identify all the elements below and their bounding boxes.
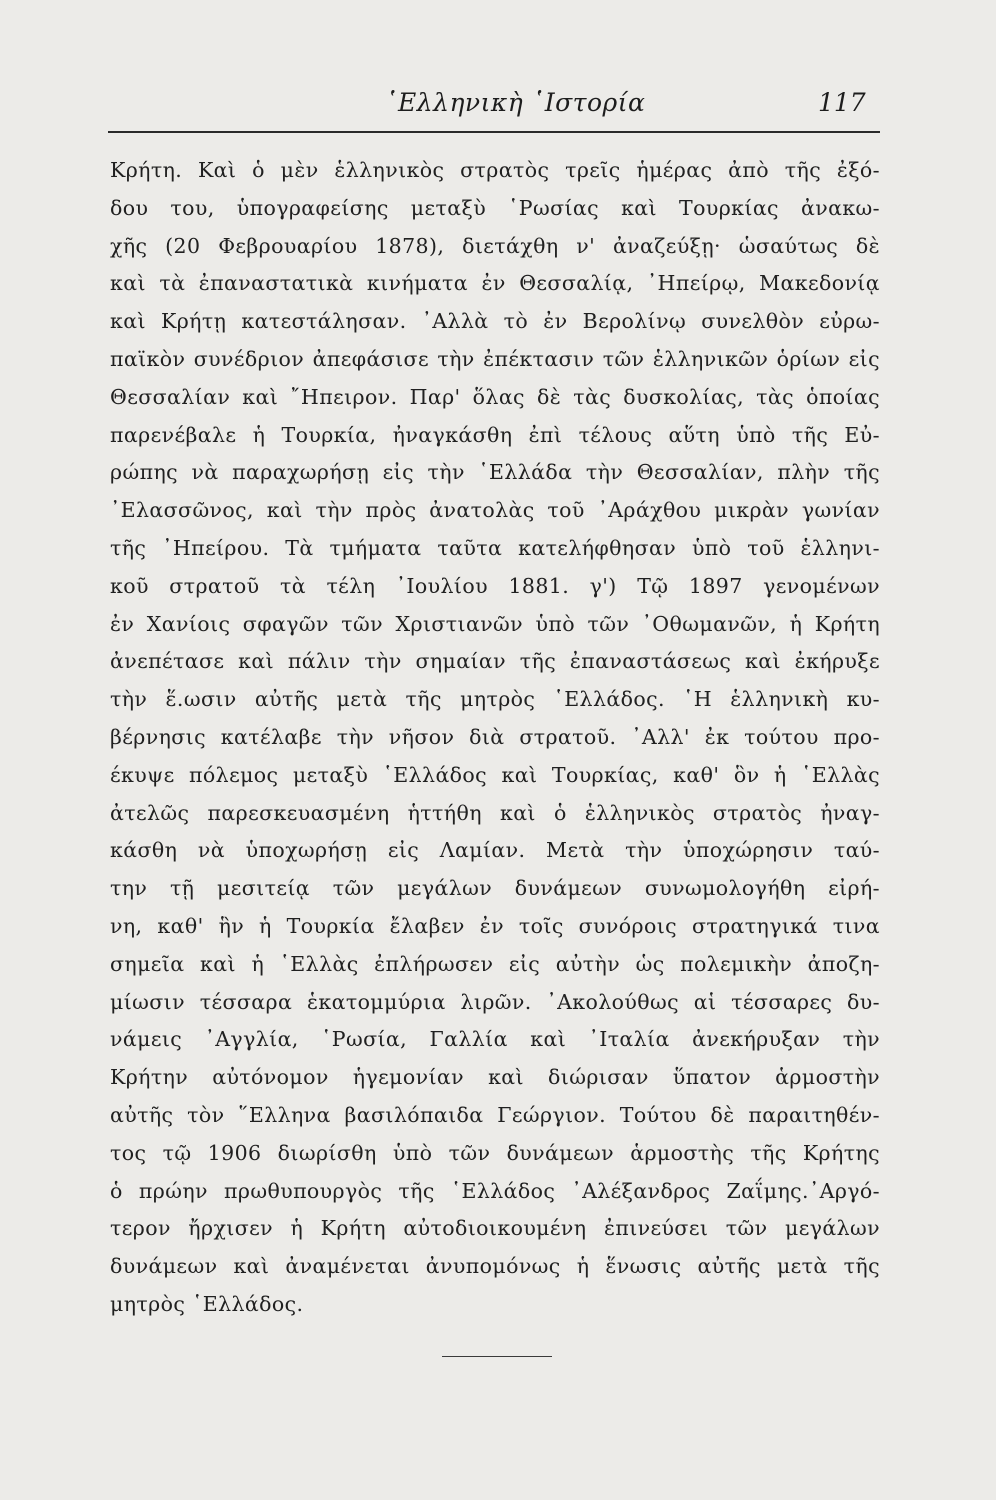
text-line: νη, καθ' ἣν ἡ Τουρκία ἔλαβεν ἐν τοῖς συνόροις στρατηγικά τινα	[110, 913, 880, 938]
text-line: ᾿Ελασσῶνος, καὶ τὴν πρὸς ἀνατολὰς τοῦ ᾿Αράχθου μικρὰν γωνίαν	[110, 498, 880, 523]
running-title: ῾Ελληνικὴ ῾Ιστορία	[385, 88, 646, 117]
text-line: αὐτῆς τὸν ῞Ελληνα βασιλόπαιδα Γεώργιον. Τούτου δὲ παραιτηθέν-	[110, 1102, 880, 1127]
text-line: ἐν Χανίοις σφαγῶν τῶν Χριστιανῶν ὑπὸ τῶν ᾿Οθωμανῶν, ἡ Κρήτη	[110, 611, 880, 636]
text-line: την τῇ μεσιτείᾳ τῶν μεγάλων δυνάμεων συνωμολογήθη εἰρή-	[110, 876, 880, 901]
text-line: κοῦ στρατοῦ τὰ τέλη ᾿Ιουλίου 1881. γ') Τῷ 1897 γενομένων	[110, 573, 880, 598]
text-line: ρώπης νὰ παραχωρήσῃ εἰς τὴν ῾Ελλάδα τὴν Θεσσαλίαν, πλὴν τῆς	[110, 460, 880, 485]
end-rule	[442, 1356, 552, 1357]
text-line: μητρὸς ῾Ελλάδος.	[110, 1291, 304, 1316]
text-line: τερον ἤρχισεν ἡ Κρήτη αὐτοδιοικουμένη ἐπινεύσει τῶν μεγάλων	[110, 1216, 880, 1241]
text-line: καὶ τὰ ἐπαναστατικὰ κινήματα ἐν Θεσσαλίᾳ, ᾿Ηπείρῳ, Μακεδονίᾳ	[110, 271, 880, 296]
text-line: τῆς ᾿Ηπείρου. Τὰ τμήματα ταῦτα κατελήφθησαν ὑπὸ τοῦ ἑλληνι-	[110, 535, 880, 560]
text-line: τὴν ἕ.ωσιν αὐτῆς μετὰ τῆς μητρὸς ῾Ελλάδος. ῾Η ἑλληνικὴ κυ-	[110, 687, 880, 712]
text-line: μίωσιν τέσσαρα ἑκατομμύρια λιρῶν. ᾿Ακολούθως αἱ τέσσαρες δυ-	[110, 989, 880, 1014]
text-line: παϊκὸν συνέδριον ἀπεφάσισε τὴν ἐπέκτασιν τῶν ἑλληνικῶν ὁρίων εἰς	[110, 346, 880, 371]
text-line: δου του, ὑπογραφείσης μεταξὺ ῾Ρωσίας καὶ Τουρκίας ἀνακω-	[110, 195, 880, 220]
text-line: Κρήτη. Καὶ ὁ μὲν ἑλληνικὸς στρατὸς τρεῖς ἡμέρας ἀπὸ τῆς ἐξό-	[110, 158, 880, 182]
text-line: βέρνησις κατέλαβε τὴν νῆσον διὰ στρατοῦ. ᾿Αλλ' ἐκ τούτου προ-	[110, 724, 880, 749]
text-line: δυνάμεων καὶ ἀναμένεται ἀνυπομόνως ἡ ἕνωσις αὐτῆς μετὰ τῆς	[110, 1254, 880, 1279]
header-rule	[108, 131, 880, 133]
page-header	[0, 88, 996, 128]
page-number: 117	[818, 88, 866, 117]
text-line: χῆς (20 Φεβρουαρίου 1878), διετάχθη ν' ἀναζεύξῃ· ὡσαύτως δὲ	[110, 233, 880, 258]
text-line: Θεσσαλίαν καὶ ῎Ηπειρον. Παρ' ὅλας δὲ τὰς δυσκολίας, τὰς ὁποίας	[110, 384, 880, 409]
text-line: τος τῷ 1906 διωρίσθη ὑπὸ τῶν δυνάμεων ἁρμοστὴς τῆς Κρήτης	[110, 1140, 880, 1165]
text-line: ἀτελῶς παρεσκευασμένη ἡττήθη καὶ ὁ ἑλληνικὸς στρατὸς ἠναγ-	[110, 800, 880, 825]
text-line: Κρήτην αὐτόνομον ἡγεμονίαν καὶ διώρισαν ὕπατον ἁρμοστὴν	[110, 1065, 880, 1090]
text-line: ὁ πρώην πρωθυπουργὸς τῆς ῾Ελλάδος ᾿Αλέξανδρος Ζαΐμης.᾿Αργό-	[110, 1178, 880, 1203]
text-line: έκυψε πόλεμος μεταξὺ ῾Ελλάδος καὶ Τουρκίας, καθ' ὃν ἡ ῾Ελλὰς	[110, 762, 880, 787]
text-line: κάσθη νὰ ὑποχωρήσῃ εἰς Λαμίαν. Μετὰ τὴν ὑποχώρησιν ταύ-	[110, 838, 880, 863]
text-line: παρενέβαλε ἡ Τουρκία, ἠναγκάσθη ἐπὶ τέλους αὕτη ὑπὸ τῆς Εὐ-	[110, 422, 880, 447]
text-line: ἀνεπέτασε καὶ πάλιν τὴν σημαίαν τῆς ἐπαναστάσεως καὶ ἐκήρυξε	[110, 649, 880, 674]
text-line: καὶ Κρήτῃ κατεστάλησαν. ᾿Αλλὰ τὸ ἐν Βερολίνῳ συνελθὸν εὐρω-	[110, 309, 880, 334]
text-line: νάμεις ᾿Αγγλία, ῾Ρωσία, Γαλλία καὶ ᾿Ιταλία ἀνεκήρυξαν τὴν	[110, 1027, 880, 1052]
text-line: σημεῖα καὶ ἡ ῾Ελλὰς ἐπλήρωσεν εἰς αὐτὴν ὡς πολεμικὴν ἀποζη-	[110, 951, 880, 976]
body-text	[110, 152, 880, 1324]
